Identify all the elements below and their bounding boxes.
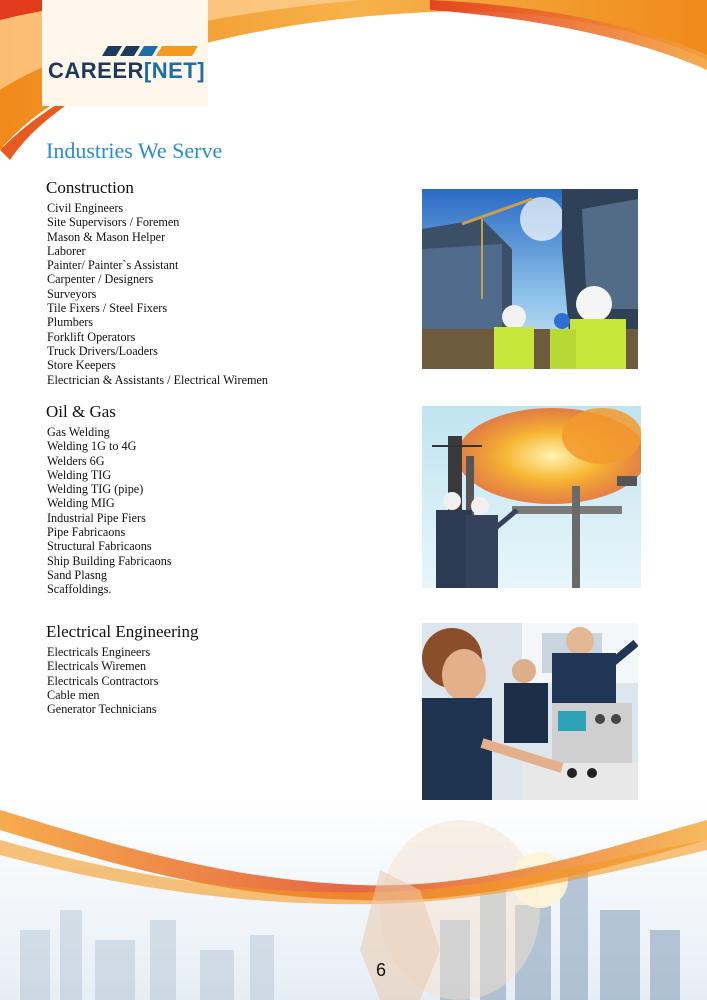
stripes-logo-mark — [102, 46, 198, 56]
section-heading: Electrical Engineering — [46, 622, 199, 641]
page-number: 6 — [375, 960, 386, 980]
logo-bracket-close: ] — [197, 58, 206, 83]
list-item: Scaffoldings. — [47, 582, 112, 597]
list-item: Site Supervisors / Foremen — [47, 215, 180, 230]
section-heading: Construction — [46, 178, 134, 197]
list-item: Plumbers — [47, 315, 94, 330]
list-item: Welding TIG (pipe) — [47, 482, 144, 497]
list-item: Surveyors — [47, 286, 97, 301]
list-item: Carpenter / Designers — [47, 272, 154, 287]
oil-gas-photo — [422, 406, 641, 588]
list-item: Welding TIG — [47, 467, 112, 482]
list-item: Truck Drivers/Loaders — [47, 343, 158, 358]
list-item: Gas Welding — [47, 425, 110, 439]
list-item: Electricals Contractors — [47, 673, 159, 688]
item-list — [46, 645, 386, 716]
list-item: Ship Building Fabricaons — [47, 553, 172, 568]
list-item: Generator Technicians — [47, 702, 157, 717]
list-item: Civil Engineers — [47, 201, 124, 215]
list-item: Mason & Mason Helper — [47, 229, 166, 244]
list-item: Store Keepers — [47, 358, 116, 373]
logo-net-text: NET — [151, 58, 198, 83]
construction-photo — [422, 189, 638, 369]
list-item: Painter/ Painter`s Assistant — [47, 258, 179, 273]
section-heading: Oil & Gas — [46, 402, 116, 421]
list-item: Cable men — [47, 687, 100, 702]
section-construction — [46, 178, 386, 387]
item-list — [46, 425, 386, 597]
list-item: Industrial Pipe Fiers — [47, 510, 146, 525]
list-item: Welding MIG — [47, 496, 115, 511]
logo-career-text: CAREER — [48, 58, 144, 83]
list-item: Structural Fabricaons — [47, 539, 152, 554]
list-item: Forklift Operators — [47, 329, 136, 344]
item-list — [46, 201, 386, 387]
electrical-photo — [422, 623, 638, 803]
list-item: Pipe Fabricaons — [47, 525, 126, 540]
section-electrical-engineering — [46, 622, 386, 716]
page-title: Industries We Serve — [46, 138, 223, 163]
list-item: Electricals Engineers — [47, 645, 151, 659]
section-oil-gas — [46, 402, 386, 597]
list-item: Welding 1G to 4G — [47, 439, 137, 454]
logo-bracket-open: [ — [143, 58, 152, 83]
bottom-skyline-decoration — [0, 800, 707, 1000]
list-item: Electrician & Assistants / Electrical Wiremen — [47, 372, 268, 387]
list-item: Welders 6G — [47, 453, 105, 468]
careernet-logo — [48, 46, 206, 86]
logo-wordmark — [48, 59, 205, 83]
list-item: Laborer — [47, 243, 86, 258]
list-item: Tile Fixers / Steel Fixers — [47, 301, 168, 316]
list-item: Electricals Wiremen — [47, 659, 147, 674]
list-item: Sand Plasng — [47, 567, 107, 582]
